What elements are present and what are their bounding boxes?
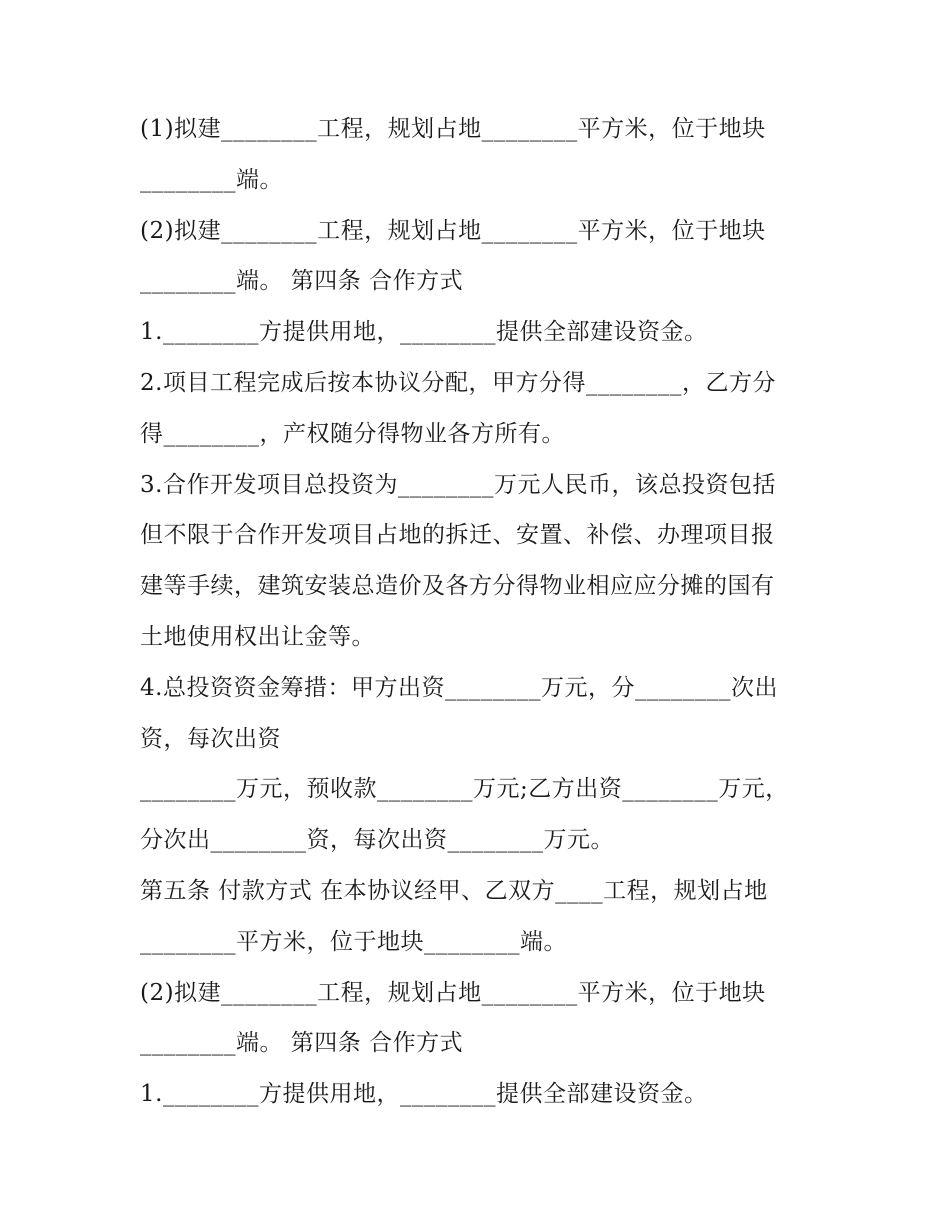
contract-text (140, 104, 830, 1120)
text-line: 4.总投资资金筹措：甲方出资________万元，分________次出 (140, 674, 778, 701)
text-line: ________万元，预收款________万元;乙方出资________万元， (140, 776, 789, 803)
text-line: 但不限于合作开发项目占地的拆迁、安置、补偿、办理项目报 (140, 522, 775, 549)
text-line: ________端。 第四条 合作方式 (140, 1030, 464, 1057)
text-line: 分次出________资，每次出资________万元。 (140, 827, 614, 854)
text-line: 资，每次出资 (140, 725, 281, 752)
text-line: ________端。 (140, 166, 283, 193)
text-line: 土地使用权出让金等。 (140, 623, 375, 650)
text-line: 1.________方提供用地，________提供全部建设资金。 (140, 319, 708, 346)
text-line: (2)拟建________工程，规划占地________平方米，位于地块 (140, 979, 766, 1006)
text-line: 1.________方提供用地，________提供全部建设资金。 (140, 1081, 708, 1108)
text-line: (1)拟建________工程，规划占地________平方米，位于地块 (140, 116, 766, 142)
text-line: 第五条 付款方式 在本协议经甲、乙双方____工程，规划占地 (140, 877, 768, 904)
text-line: (2)拟建________工程，规划占地________平方米，位于地块 (140, 217, 766, 244)
text-line: 建等手续，建筑安装总造价及各方分得物业相应应分摊的国有 (140, 573, 775, 600)
text-line: 得________，产权随分得物业各方所有。 (140, 420, 565, 447)
text-line: ________端。 第四条 合作方式 (140, 268, 464, 295)
text-line: ________平方米，位于地块________端。 (140, 928, 567, 955)
text-line: 3.合作开发项目总投资为________万元人民币，该总投资包括 (140, 471, 776, 498)
text-line: 2.项目工程完成后按本协议分配，甲方分得________，乙方分 (140, 369, 776, 396)
